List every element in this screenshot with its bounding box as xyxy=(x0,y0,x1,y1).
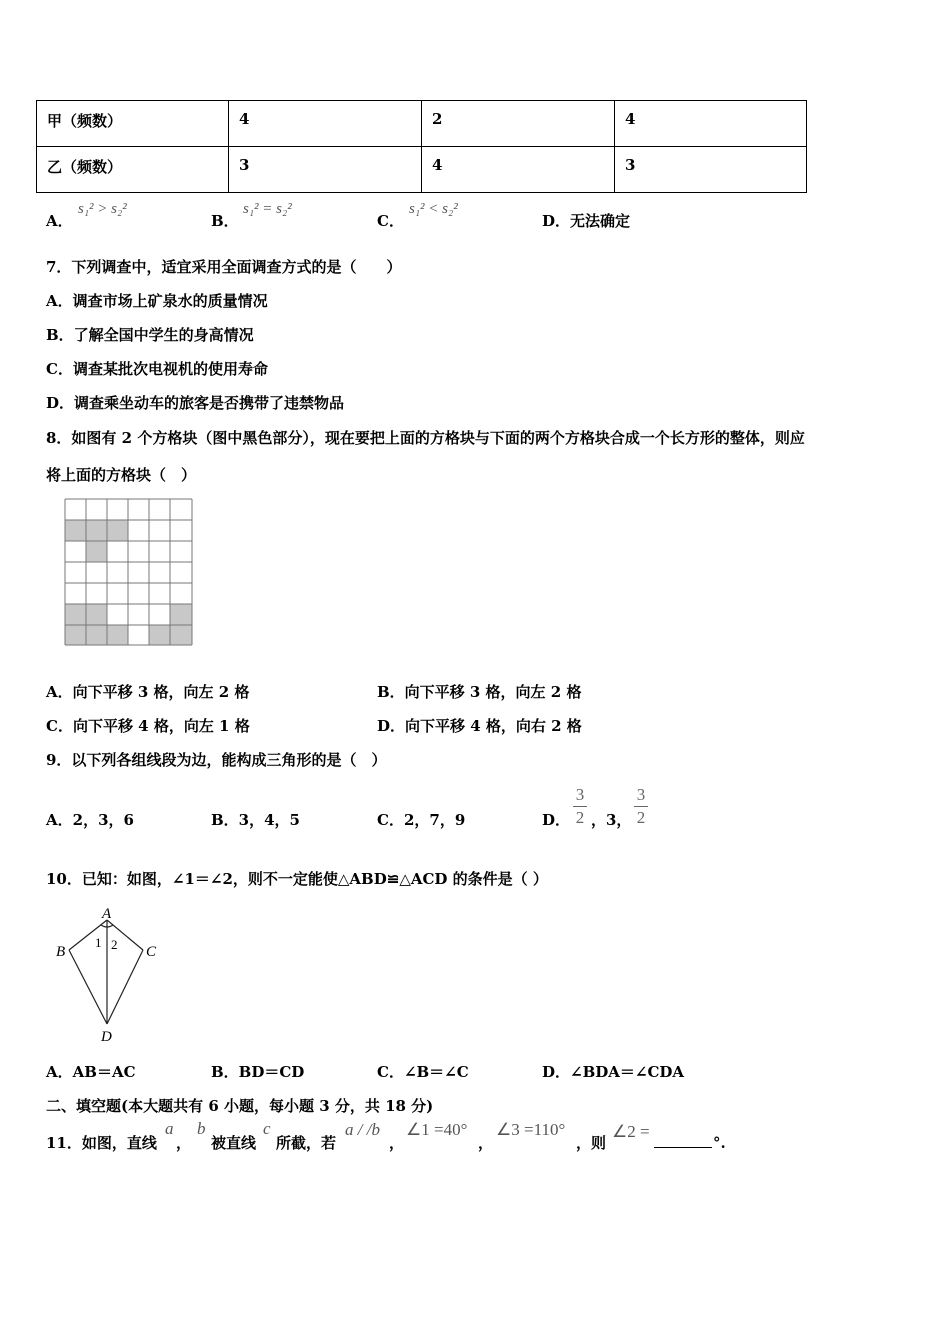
q11-angle-3: ∠3 =110° xyxy=(496,1120,566,1139)
q8-option-b: B．向下平移 3 格，向左 2 格 xyxy=(377,683,582,701)
q7-option-a: A．调查市场上矿泉水的质量情况 xyxy=(46,292,268,310)
q11-text-part3: 所截，若 xyxy=(276,1134,337,1152)
table-cell: 3 xyxy=(615,147,807,193)
q11-text-part4: ，则 xyxy=(576,1134,607,1152)
label-angle-1: 1 xyxy=(95,935,102,950)
q10-option-c: C．∠B＝∠C xyxy=(377,1063,469,1081)
row-label: 乙（频数） xyxy=(37,147,229,193)
q11-line-a: a xyxy=(165,1119,174,1138)
q11-line-b: b xyxy=(197,1119,206,1138)
q9-option-d-label: D． xyxy=(542,811,571,829)
q11-answer-blank[interactable] xyxy=(654,1133,712,1152)
table-cell: 3 xyxy=(229,147,422,193)
q7-option-d: D．调查乘坐动车的旅客是否携带了违禁物品 xyxy=(46,394,345,412)
fraction-numerator: 3 xyxy=(636,785,646,804)
q8-option-a: A．向下平移 3 格，向左 2 格 xyxy=(46,683,250,701)
q6-option-c-math: s₁² < s₂² xyxy=(409,201,458,217)
q8-option-c: C．向下平移 4 格，向左 1 格 xyxy=(46,717,250,735)
table-row xyxy=(37,147,807,193)
q9-stem: 9．以下列各组线段为边，能构成三角形的是（ ） xyxy=(46,751,387,769)
q8-stem-line1: 8．如图有 2 个方格块（图中黑色部分），现在要把上面的方格块与下面的两个方格块合成一个长方形的整体，则应 xyxy=(46,429,805,447)
q6-option-b-label: B． xyxy=(211,212,239,230)
fraction-denominator: 2 xyxy=(575,808,585,827)
fraction-numerator: 3 xyxy=(575,785,585,804)
grid-figure xyxy=(64,498,194,646)
table-cell: 4 xyxy=(615,101,807,147)
q10-option-a: A．AB＝AC xyxy=(46,1063,136,1081)
row-label: 甲（频数） xyxy=(37,101,229,147)
q9-option-c: C．2，7，9 xyxy=(377,811,466,829)
q10-stem: 10．已知：如图，∠1＝∠2，则不一定能使△ABD≌△ACD 的条件是（ ） xyxy=(46,870,548,888)
q6-option-c-label: C． xyxy=(377,212,404,230)
fraction-three-halves xyxy=(634,786,648,827)
frequency-table xyxy=(36,100,807,193)
label-point-d: D xyxy=(101,1029,112,1045)
q9-option-d-middle: ，3， xyxy=(591,811,632,829)
label-point-b: B xyxy=(56,944,66,960)
q11-text-part1: 11．如图，直线 xyxy=(46,1134,157,1152)
q6-option-a-math: s₁² > s₂² xyxy=(78,201,127,217)
q11-comma: ， xyxy=(389,1134,405,1152)
q9-option-b: B．3，4，5 xyxy=(211,811,300,829)
table-cell: 4 xyxy=(422,147,615,193)
q11-angle-2: ∠2 = xyxy=(612,1122,650,1141)
q7-option-c: C．调查某批次电视机的使用寿命 xyxy=(46,360,268,378)
q11-angle-1: ∠1 =40° xyxy=(406,1120,468,1139)
q8-option-d: D．向下平移 4 格，向右 2 格 xyxy=(377,717,582,735)
q7-option-b: B．了解全国中学生的身高情况 xyxy=(46,326,254,344)
q8-stem-line2: 将上面的方格块（ ） xyxy=(46,466,197,484)
label-point-a: A xyxy=(102,906,112,922)
q11-comma: ， xyxy=(176,1134,192,1152)
q11-parallel-condition: a / /b xyxy=(345,1120,380,1139)
label-angle-2: 2 xyxy=(111,937,118,952)
q6-option-d: D．无法确定 xyxy=(542,212,631,230)
kite-figure xyxy=(52,903,164,1045)
fraction-three-halves xyxy=(573,786,587,827)
table-cell: 2 xyxy=(422,101,615,147)
q10-option-b: B．BD＝CD xyxy=(211,1063,305,1081)
q11-comma: ， xyxy=(478,1134,494,1152)
section-heading: 二、填空题(本大题共有 6 小题，每小题 3 分，共 18 分) xyxy=(46,1097,434,1115)
table-cell: 4 xyxy=(229,101,422,147)
q11-text-part2: 被直线 xyxy=(211,1134,257,1152)
fraction-denominator: 2 xyxy=(636,808,646,827)
q11-text-part5: °. xyxy=(713,1134,726,1152)
q10-option-d: D．∠BDA＝∠CDA xyxy=(542,1063,685,1081)
table-row xyxy=(37,101,807,147)
label-point-c: C xyxy=(146,944,157,960)
q11-line-c: c xyxy=(263,1119,271,1138)
q6-option-a-label: A． xyxy=(46,212,73,230)
q7-stem: 7．下列调查中，适宜采用全面调查方式的是（ ） xyxy=(46,258,402,276)
q6-option-b-math: s₁² = s₂² xyxy=(243,201,292,217)
q9-option-a: A．2，3，6 xyxy=(46,811,134,829)
